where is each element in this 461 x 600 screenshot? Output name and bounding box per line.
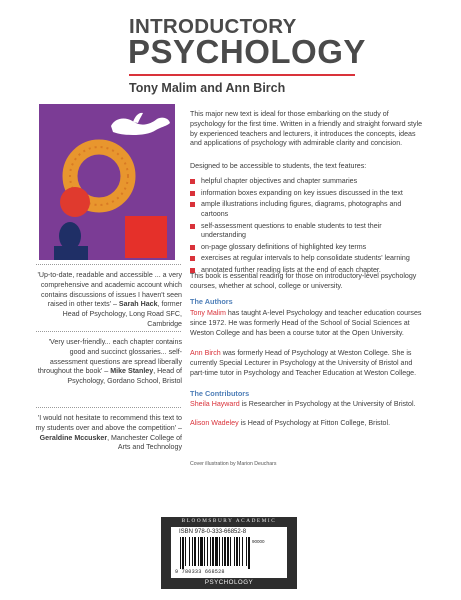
list-item: self-assessment questions to enable students to test their understanding [190, 222, 426, 241]
bullet-square-icon [190, 191, 195, 196]
barcode-icon [179, 537, 279, 569]
author-bio-birch: Ann Birch was formerly Head of Psychology at Weston College. She is currently Special Lecturer in Psychology at the University of Bristol and part-time tutor in Psychology and Teacher Education at Weston College. [190, 349, 417, 377]
features-intro: Designed to be accessible to students, the text features: [190, 162, 367, 170]
list-item: ample illustrations including figures, diagrams, photographs and cartoons [190, 200, 426, 219]
bullet-square-icon [190, 179, 195, 184]
reviewer-name: Mike Stanley [110, 367, 154, 376]
title-line-introductory: INTRODUCTORY [129, 15, 297, 38]
bullet-square-icon [190, 202, 195, 207]
list-item: exercises at regular intervals to help consolidate students' learning [190, 254, 426, 264]
barcode-bar [224, 537, 226, 566]
essential-paragraph: This book is essential reading for those on introductory-level psychology courses, whether at school, college or university. [190, 272, 417, 290]
barcode-bar [227, 537, 229, 566]
intro-paragraph: This major new text is ideal for those embarking on the study of psychology for the first time. Written in a friendly and straight forward style by experienced teachers and lecturers, it introduces the concepts, ideas and applications of psychology with admirable clarity and concision. [190, 110, 423, 148]
publisher-name: BLOOMSBURY ACADEMIC [181, 518, 277, 524]
author-name-malim: Tony Malim [190, 309, 226, 317]
barcode-bar [204, 537, 205, 566]
barcode-bar [200, 537, 203, 566]
barcode-bar [234, 537, 235, 566]
review-quote-3: 'I would not hesitate to recommend this text to my students over and above the competition' – Geraldine Mccusker, Manchester College of Arts and Technology [35, 414, 182, 452]
barcode-panel [161, 517, 297, 589]
barcode-bar [212, 537, 214, 566]
review-quote-1: 'Up-to-date, readable and accessible ... a very comprehensive and academic account which contains discussions of issues I haven't seen raised in other texts' – Sarah Hack, former Head of Psychology, Long Road SFC, Cambridge [37, 271, 182, 328]
contributor-bio-hayward: Sheila Hayward is Researcher in Psychology at the University of Bristol. [190, 400, 416, 408]
barcode-bar [242, 537, 243, 566]
title-line-psychology: PSYCHOLOGY [128, 33, 366, 70]
cover-illustration [39, 104, 175, 260]
cover-credit: Cover illustration by Marion Deuchars [190, 461, 277, 467]
barcode-bar [248, 537, 250, 569]
contributor-bio-wadeley: Alison Wadeley is Head of Psychology at Fitton College, Bristol. [190, 419, 391, 427]
barcode-bar [192, 537, 193, 566]
review-quote-2: 'Very user-friendly... each chapter contains good and succinct glossaries... self-assessment questions are spread liberally throughout the book' – Mike Stanley, Head of Psychology, Gordano School, Bristol [37, 338, 182, 386]
barcode-bar [182, 537, 184, 569]
barcode-bar [239, 537, 240, 566]
head-silhouette [59, 222, 81, 250]
barcode-bar [194, 537, 196, 566]
author-bio-malim: Tony Malim has taught A-level Psychology and teacher education courses since 1972. He was formerly Head of the School of Social Sciences at Weston College and has been a course tutor at the Open University. [190, 309, 422, 337]
barcode-bar [215, 537, 218, 566]
bullet-square-icon [190, 245, 195, 250]
barcode-bar [230, 537, 231, 566]
quote-divider [36, 407, 181, 408]
barcode-bar [185, 537, 186, 566]
barcode-number: 9 780333 668528 [175, 569, 225, 575]
bullet-square-icon [190, 224, 195, 229]
isbn-text: ISBN 978-0-333-66852-8 [179, 529, 247, 535]
illustration-art [39, 104, 175, 260]
reviewer-name: Sarah Hack [118, 300, 158, 309]
subject-label: PSYCHOLOGY [204, 579, 254, 586]
barcode-bar [222, 537, 223, 566]
quote-divider [36, 331, 181, 332]
contributor-name-hayward: Sheila Hayward [190, 400, 240, 408]
red-circle [60, 187, 90, 217]
barcode-bar [189, 537, 190, 566]
barcode-bar [219, 537, 220, 566]
list-item: helpful chapter objectives and chapter summaries [190, 177, 426, 187]
barcode-bar [246, 537, 247, 566]
author-names: Tony Malim and Ann Birch [129, 81, 286, 95]
contributor-name-wadeley: Alison Wadeley [190, 419, 239, 427]
shoulder-silhouette [54, 246, 88, 260]
barcode-bar [210, 537, 211, 566]
list-item: on-page glossary definitions of highlighted key terms [190, 243, 426, 253]
features-list [190, 177, 426, 278]
barcode-box [171, 527, 287, 578]
price-code: 90000 [252, 539, 265, 544]
quote-divider [36, 264, 181, 265]
red-square [125, 216, 167, 258]
barcode-bar [207, 537, 208, 566]
list-item: information boxes expanding on key issues discussed in the text [190, 189, 426, 199]
bullet-square-icon [190, 256, 195, 261]
author-name-birch: Ann Birch [190, 349, 221, 357]
barcode-bar [236, 537, 238, 566]
authors-heading: The Authors [190, 297, 233, 306]
list-item: annotated further reading lists at the end of each chapter. [190, 266, 426, 276]
barcode-bar [198, 537, 199, 566]
title-underline [129, 74, 355, 76]
barcode-bar [180, 537, 181, 569]
contributors-heading: The Contributors [190, 389, 250, 398]
reviewer-name: Geraldine Mccusker [39, 433, 108, 442]
